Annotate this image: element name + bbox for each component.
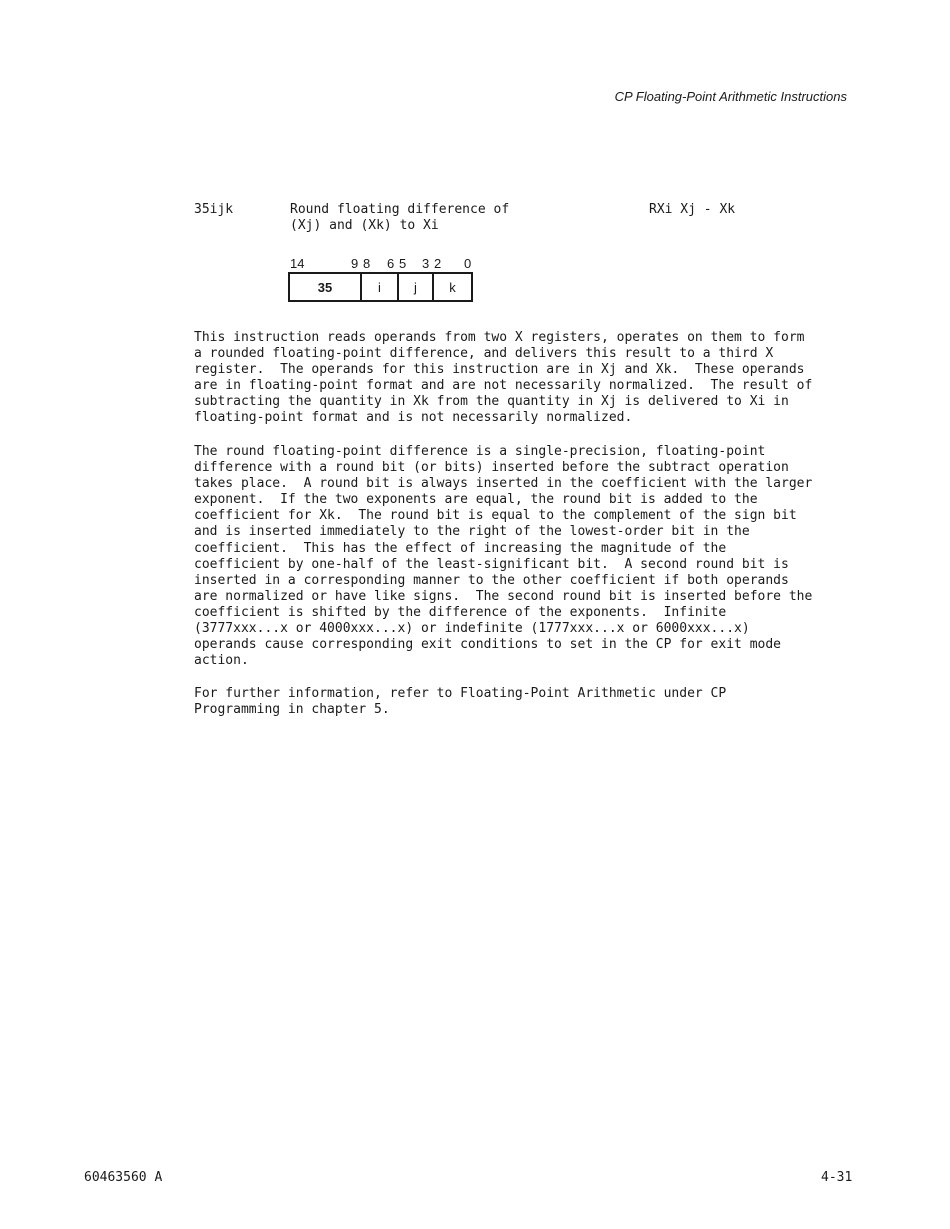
description-line: (Xj) and (Xk) to Xi — [290, 218, 439, 233]
text-line: difference with a round bit (or bits) inserted before the subtract operation — [194, 460, 789, 476]
footer-doc-number: 60463560 A — [84, 1170, 163, 1185]
bit-label: 2 — [434, 256, 442, 271]
text-line: coefficient for Xk. The round bit is equal to the complement of the sign bit — [194, 508, 797, 524]
bit-label: 5 — [399, 256, 407, 271]
bit-label: 14 — [290, 256, 305, 271]
field-i: i — [362, 274, 399, 300]
bit-label: 0 — [464, 256, 472, 271]
text-line: are in floating-point format and are not necessarily normalized. The result of — [194, 378, 813, 394]
text-line: This instruction reads operands from two X registers, operates on them to form — [194, 330, 805, 345]
text-line: coefficient is shifted by the difference of the exponents. Infinite — [194, 604, 727, 620]
description-line: Round floating difference of — [290, 202, 510, 217]
paragraph-operation — [194, 330, 812, 427]
page-header-title: CP Floating-Point Arithmetic Instructions — [614, 89, 847, 104]
text-line: coefficient. This has the effect of increasing the magnitude of the — [194, 540, 727, 556]
bit-label: 6 — [387, 256, 395, 271]
text-line: register. The operands for this instruction are in Xj and Xk. These operands — [194, 362, 805, 378]
format-fields — [288, 272, 473, 302]
field-j: j — [399, 274, 434, 300]
text-line: a rounded floating-point difference, and delivers this result to a third X — [194, 346, 774, 362]
field-k: k — [449, 279, 456, 295]
text-line: subtracting the quantity in Xk from the quantity in Xj is delivered to Xi in — [194, 394, 789, 410]
paragraph-rounding — [194, 444, 812, 669]
paragraph-reference — [194, 686, 726, 718]
text-line: exponent. If the two exponents are equal, the round bit is added to the — [194, 492, 758, 508]
text-line: operands cause corresponding exit conditions to set in the CP for exit mode — [194, 637, 781, 653]
text-line: The round floating-point difference is a single-precision, floating-point — [194, 444, 766, 459]
text-line: For further information, refer to Floating-Point Arithmetic under CP — [194, 686, 727, 701]
bit-label: 3 — [422, 256, 430, 271]
text-line: takes place. A round bit is always inserted in the coefficient with the larger — [194, 476, 813, 492]
instruction-description — [290, 202, 509, 234]
instruction-format-diagram — [288, 256, 478, 302]
bit-position-labels — [288, 256, 478, 272]
text-line: are normalized or have like signs. The second round bit is inserted before the — [194, 588, 813, 604]
text-line: floating-point format and is not necessarily normalized. — [194, 410, 633, 426]
text-line: inserted in a corresponding manner to the other coefficient if both operands — [194, 572, 789, 588]
text-line: action. — [194, 653, 249, 669]
instruction-opcode: 35ijk — [194, 202, 234, 217]
bit-label: 9 — [351, 256, 359, 271]
instruction-notation: RXi Xj - Xk — [649, 202, 736, 217]
bit-label: 8 — [363, 256, 371, 271]
text-line: and is inserted immediately to the right of the lowest-order bit in the — [194, 524, 750, 540]
text-line: Programming in chapter 5. — [194, 702, 390, 718]
text-line: coefficient by one-half of the least-significant bit. A second round bit is — [194, 556, 789, 572]
text-line: (3777xxx...x or 4000xxx...x) or indefinite (1777xxx...x or 6000xxx...x) — [194, 621, 750, 637]
footer-page-number: 4-31 — [821, 1170, 853, 1185]
field-opcode: 35 — [290, 274, 362, 300]
